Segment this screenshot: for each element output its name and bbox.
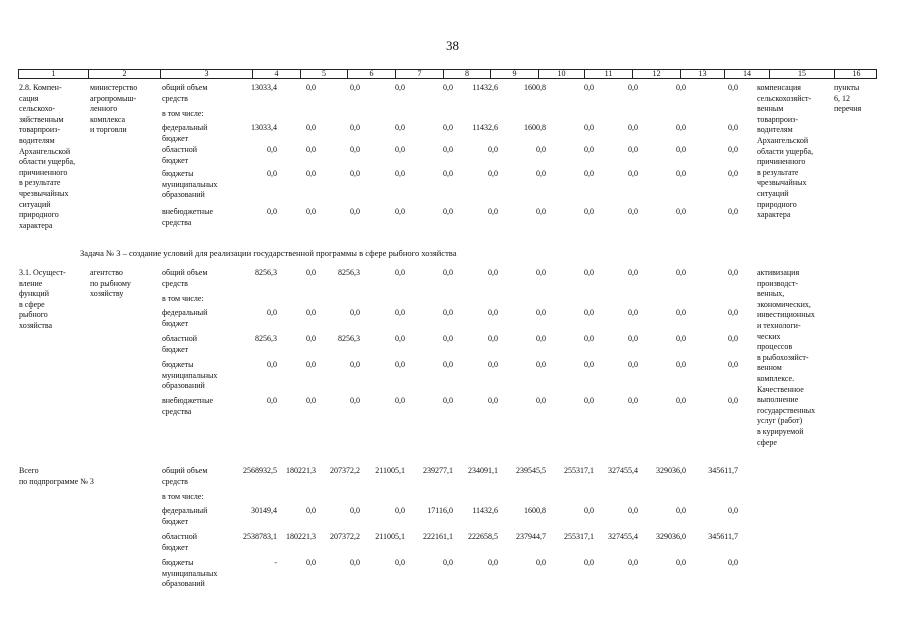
table-cell-value: 0,0 [488,169,498,178]
table-cell-value: 0,0 [306,83,316,92]
funding-source-label: бюджеты муниципальных образований [162,360,218,391]
table-cell-value: 0,0 [676,396,686,405]
table-cell-value: 0,0 [628,268,638,277]
table-cell-value: 0,0 [728,207,738,216]
table-cell-value: 0,0 [728,308,738,317]
table-cell-value: 11432,6 [472,123,498,132]
funding-source-label: областной бюджет [162,334,198,354]
table-cell-value: 0,0 [443,360,453,369]
column-header-14: 14 [724,70,769,78]
table-cell-value: 0,0 [628,145,638,154]
table-cell-value: 0,0 [267,145,277,154]
measure-name: 3.1. Осущест- вление функций в сфере рыбного хозяйства [19,268,66,330]
table-cell-value: 0,0 [443,145,453,154]
table-cell-value: 211005,1 [375,466,405,475]
measure-name: 2.8. Компен- сация сельскохо- зяйственным товарпроиз- водителям Архангельской области ущерба, причиненного в результате чрезвычайных ситуаций природного характера [19,83,76,230]
table-cell-value: 239277,1 [423,466,453,475]
table-cell-value: 0,0 [488,308,498,317]
table-cell-value: 0,0 [267,396,277,405]
column-header-9: 9 [490,70,538,78]
table-cell-value: 0,0 [306,169,316,178]
table-cell-value: 0,0 [584,268,594,277]
table-cell-value: 0,0 [350,207,360,216]
funding-source-label: общий объем средств [162,83,208,103]
table-cell-value: 0,0 [536,396,546,405]
table-cell-value: 0,0 [728,268,738,277]
table-cell-value: 0,0 [584,506,594,515]
table-cell-value: 8256,3 [255,334,277,343]
table-cell-value: 0,0 [267,308,277,317]
table-cell-value: 255317,1 [564,532,594,541]
table-cell-value: 180221,3 [286,532,316,541]
table-cell-value: 0,0 [536,558,546,567]
table-cell-value: 0,0 [536,334,546,343]
funding-source-label: областной бюджет [162,532,198,552]
table-cell-value: 1600,8 [524,123,546,132]
table-cell-value: 0,0 [267,169,277,178]
table-cell-value: 0,0 [306,396,316,405]
table-cell-value: 17116,0 [427,506,453,515]
table-cell-value: 0,0 [676,334,686,343]
table-cell-value: 0,0 [728,396,738,405]
column-header-2: 2 [88,70,160,78]
table-cell-value: 30149,4 [251,506,277,515]
funding-source-label: внебюджетные средства [162,396,213,416]
table-cell-value: 0,0 [395,360,405,369]
table-cell-value: 0,0 [728,360,738,369]
table-cell-value: 0,0 [676,360,686,369]
table-cell-value: 0,0 [676,123,686,132]
column-header-10: 10 [538,70,584,78]
table-cell-value: 0,0 [628,396,638,405]
table-cell-value: 0,0 [584,308,594,317]
table-cell-value: 0,0 [267,360,277,369]
column-header-15: 15 [769,70,834,78]
funding-source-label: федеральный бюджет [162,308,208,328]
column-header-row [18,69,877,79]
column-header-13: 13 [680,70,724,78]
funding-source-label: в том числе: [162,109,204,118]
table-cell-value: 13033,4 [251,83,277,92]
table-cell-value: 0,0 [306,207,316,216]
table-cell-value: 0,0 [536,360,546,369]
table-cell-value: 0,0 [676,558,686,567]
table-cell-value: 0,0 [395,123,405,132]
table-cell-value: 0,0 [306,558,316,567]
table-cell-value: 0,0 [676,169,686,178]
table-cell-value: 0,0 [628,334,638,343]
page-number: 38 [446,38,459,53]
table-cell-value: 345611,7 [708,532,738,541]
table-cell-value: 0,0 [536,308,546,317]
table-cell-value: 0,0 [488,145,498,154]
column-header-1: 1 [51,69,56,78]
funding-source-label: внебюджетные средства [162,207,213,227]
table-cell-value: 2538783,1 [243,532,277,541]
table-cell-value: 8256,3 [338,268,360,277]
table-cell-value: 11432,6 [472,506,498,515]
table-cell-value: 0,0 [395,506,405,515]
table-cell-value: 11432,6 [472,83,498,92]
table-cell-value: 0,0 [443,169,453,178]
funding-source-label: в том числе: [162,294,204,303]
table-cell-value: 0,0 [584,207,594,216]
table-cell-value: 8256,3 [255,268,277,277]
table-cell-value: 0,0 [350,396,360,405]
executor: министерство агропромыш- ленного комплекса и торговли [90,83,138,135]
table-cell-value: 222658,5 [468,532,498,541]
table-cell-value: 0,0 [536,169,546,178]
table-cell-value: 0,0 [584,123,594,132]
table-cell-value: 211005,1 [375,532,405,541]
table-cell-value: 329036,0 [656,466,686,475]
table-cell-value: 0,0 [350,169,360,178]
table-cell-value: 0,0 [676,145,686,154]
table-cell-value: 0,0 [306,268,316,277]
table-cell-value: 2568932,5 [243,466,277,475]
column-header-8: 8 [443,70,490,78]
table-cell-value: 327455,4 [608,532,638,541]
table-cell-value: 0,0 [488,558,498,567]
table-cell-value: 0,0 [584,83,594,92]
table-cell-value: 0,0 [584,145,594,154]
reference: пункты 6, 12 перечня [834,83,862,114]
table-cell-value: 0,0 [395,169,405,178]
column-header-3: 3 [160,70,252,78]
measure-name: Всего по подпрограмме № 3 [19,466,94,486]
table-cell-value: 180221,3 [286,466,316,475]
table-cell-value: 0,0 [350,558,360,567]
table-cell-value: 0,0 [728,169,738,178]
table-cell-value: 0,0 [395,396,405,405]
table-cell-value: 0,0 [584,396,594,405]
table-cell-value: 0,0 [584,558,594,567]
table-cell-value: 0,0 [728,506,738,515]
column-header-16: 16 [834,70,878,78]
table-cell-value: 0,0 [628,308,638,317]
table-cell-value: 345611,7 [708,466,738,475]
table-cell-value: 0,0 [628,169,638,178]
funding-source-label: общий объем средств [162,268,208,288]
table-cell-value: 0,0 [728,123,738,132]
table-cell-value: 0,0 [395,334,405,343]
column-header-4: 4 [252,70,300,78]
table-cell-value: 0,0 [443,83,453,92]
table-cell-value: 0,0 [443,268,453,277]
funding-source-label: общий объем средств [162,466,208,486]
table-cell-value: 0,0 [536,268,546,277]
table-cell-value: 329036,0 [656,532,686,541]
table-cell-value: 255317,1 [564,466,594,475]
funding-source-label: федеральный бюджет [162,506,208,526]
funding-source-label: бюджеты муниципальных образований [162,169,218,200]
table-cell-value: 0,0 [395,308,405,317]
table-cell-value: 0,0 [628,558,638,567]
table-cell-value: 1600,8 [524,506,546,515]
table-cell-value: 0,0 [628,360,638,369]
table-cell-value: 0,0 [306,506,316,515]
table-cell-value: - [274,558,277,567]
table-cell-value: 0,0 [395,207,405,216]
table-cell-value: 8256,3 [338,334,360,343]
table-cell-value: 327455,4 [608,466,638,475]
table-cell-value: 0,0 [584,169,594,178]
table-cell-value: 0,0 [267,207,277,216]
column-header-7: 7 [395,70,443,78]
table-cell-value: 0,0 [443,396,453,405]
table-cell-value: 207372,2 [330,532,360,541]
table-cell-value: 0,0 [306,145,316,154]
funding-source-label: федеральный бюджет [162,123,208,143]
table-cell-value: 0,0 [443,207,453,216]
table-cell-value: 0,0 [676,207,686,216]
table-cell-value: 1600,8 [524,83,546,92]
executor: агентство по рыбному хозяйству [90,268,131,299]
column-header-5: 5 [300,70,347,78]
expected-result: активизация производст- венных, экономических, инвестиционных и технологи- ческих процессов в рыбохозяйст- венном комплексе. Качественное выполнение государственных услуг (работ) в курируемой сфере [757,268,816,447]
table-cell-value: 0,0 [728,334,738,343]
column-header-11: 11 [584,70,632,78]
table-cell-value: 0,0 [350,145,360,154]
table-cell-value: 0,0 [306,360,316,369]
table-cell-value: 237944,7 [516,532,546,541]
table-cell-value: 0,0 [628,123,638,132]
table-cell-value: 222161,1 [423,532,453,541]
expected-result: компенсация сельскохозяйст- венным товарпроиз- водителям Архангельской области ущерба, причиненного в результате чрезвычайных ситуаций природного характера [757,83,814,220]
table-cell-value: 0,0 [488,268,498,277]
table-cell-value: 0,0 [488,207,498,216]
table-cell-value: 0,0 [676,83,686,92]
table-cell-value: 0,0 [395,145,405,154]
table-cell-value: 0,0 [395,268,405,277]
table-cell-value: 0,0 [536,145,546,154]
table-cell-value: 0,0 [395,558,405,567]
table-cell-value: 0,0 [628,207,638,216]
column-header-12: 12 [632,70,680,78]
table-cell-value: 0,0 [350,83,360,92]
table-cell-value: 0,0 [306,123,316,132]
table-cell-value: 0,0 [676,308,686,317]
table-cell-value: 0,0 [350,123,360,132]
funding-source-label: бюджеты муниципальных образований [162,558,218,589]
table-cell-value: 0,0 [306,308,316,317]
column-header-6: 6 [347,70,395,78]
table-cell-value: 0,0 [584,360,594,369]
table-cell-value: 0,0 [488,360,498,369]
table-cell-value: 0,0 [488,334,498,343]
table-cell-value: 0,0 [350,506,360,515]
table-cell-value: 0,0 [628,83,638,92]
table-cell-value: 0,0 [536,207,546,216]
table-cell-value: 0,0 [443,334,453,343]
table-cell-value: 207372,2 [330,466,360,475]
funding-source-label: в том числе: [162,492,204,501]
table-cell-value: 239545,5 [516,466,546,475]
table-cell-value: 0,0 [676,506,686,515]
table-cell-value: 0,0 [443,123,453,132]
table-cell-value: 0,0 [728,83,738,92]
table-cell-value: 0,0 [584,334,594,343]
table-cell-value: 0,0 [306,334,316,343]
table-cell-value: 0,0 [488,396,498,405]
table-cell-value: 0,0 [728,558,738,567]
table-cell-value: 0,0 [676,268,686,277]
task-heading: Задача № 3 – создание условий для реализации государственной программы в сфере рыбного хозяйства [80,248,457,258]
table-cell-value: 0,0 [728,145,738,154]
table-cell-value: 0,0 [395,83,405,92]
table-cell-value: 0,0 [443,558,453,567]
table-cell-value: 0,0 [628,506,638,515]
table-cell-value: 0,0 [350,308,360,317]
table-cell-value: 0,0 [443,308,453,317]
funding-source-label: областной бюджет [162,145,198,165]
table-cell-value: 234091,1 [468,466,498,475]
table-cell-value: 13033,4 [251,123,277,132]
table-cell-value: 0,0 [350,360,360,369]
